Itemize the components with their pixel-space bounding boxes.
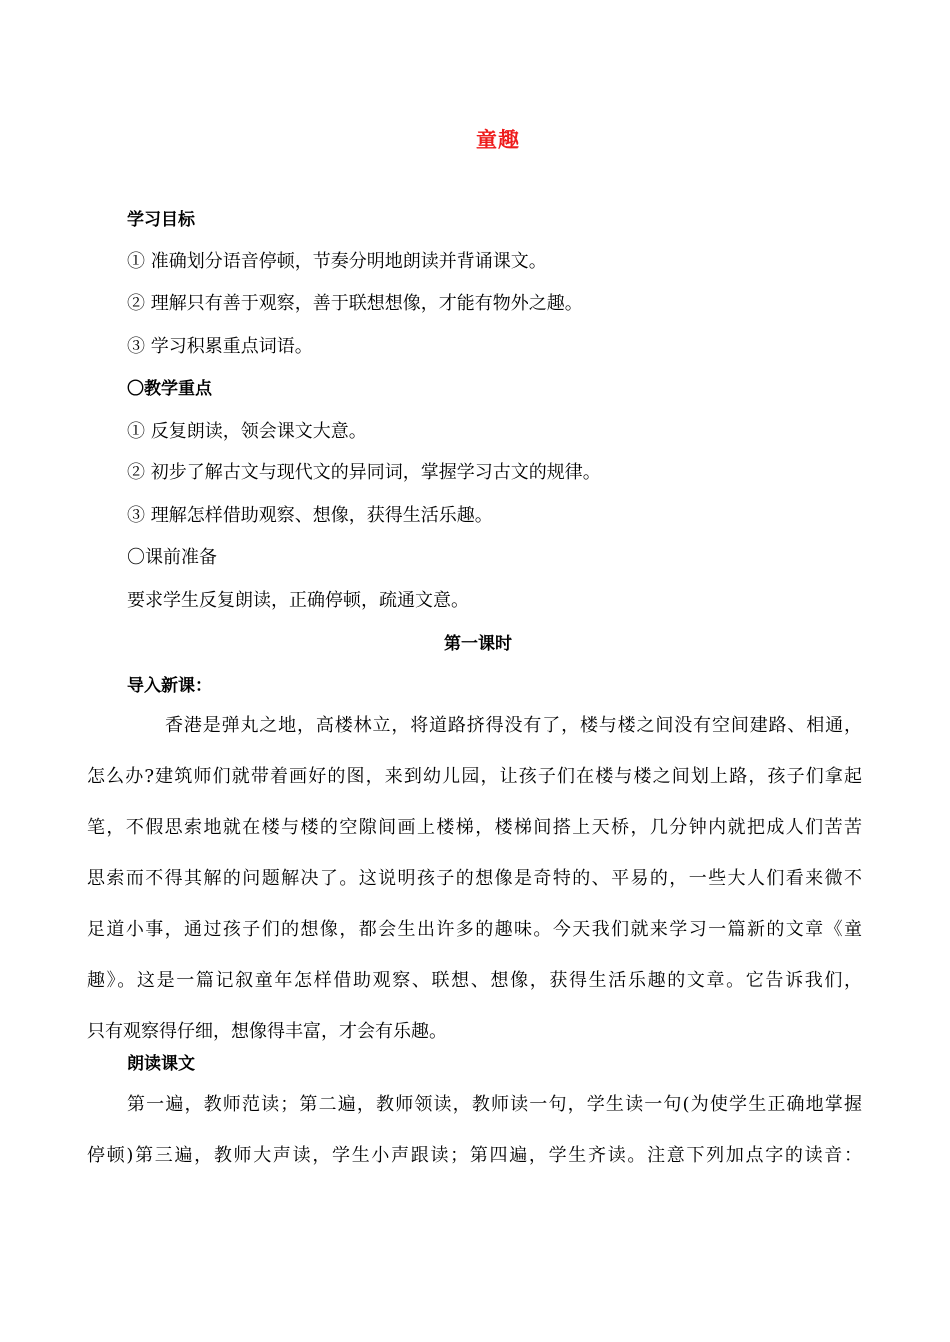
reading-line-2: 停顿)第三遍，教师大声读，学生小声跟读；第四遍，学生齐读。注意下列加点字的读音： bbox=[87, 1145, 862, 1166]
intro-line-7: 只有观察得仔细，想像得丰富，才会有乐趣。 bbox=[87, 1021, 447, 1042]
reading-line-1: 第一遍，教师范读；第二遍，教师领读，教师读一句，学生读一句(为使学生正确地掌握 bbox=[127, 1094, 862, 1115]
preparation-heading: 〇课前准备 bbox=[127, 547, 217, 568]
intro-paragraph bbox=[87, 715, 862, 1043]
intro-line-6: 趣》。这是一篇记叙童年怎样借助观察、联想、想像，获得生活乐趣的文章。它告诉我们， bbox=[87, 970, 862, 991]
objectives-heading: 学习目标 bbox=[127, 210, 195, 230]
intro-line-4: 思索而不得其解的问题解决了。这说明孩子的想像是奇特的、平易的，一些大人们看来微不 bbox=[87, 868, 862, 889]
key-point-item-3: ③ 理解怎样借助观察、想像，获得生活乐趣。 bbox=[127, 505, 493, 526]
intro-line-1: 香港是弹丸之地，高楼林立，将道路挤得没有了，楼与楼之间没有空间建路、相通， bbox=[165, 715, 862, 736]
objective-item-3: ③ 学习积累重点词语。 bbox=[127, 336, 313, 357]
lesson-one-heading: 第一课时 bbox=[444, 634, 512, 654]
objective-item-2: ② 理解只有善于观察，善于联想想像，才能有物外之趣。 bbox=[127, 293, 583, 314]
document-title: 童趣 bbox=[476, 128, 520, 152]
intro-heading: 导入新课： bbox=[127, 676, 212, 696]
key-point-item-2: ② 初步了解古文与现代文的异同词，掌握学习古文的规律。 bbox=[127, 462, 601, 483]
objective-item-1: ① 准确划分语音停顿，节奏分明地朗读并背诵课文。 bbox=[127, 251, 547, 272]
reading-paragraph bbox=[87, 1094, 862, 1167]
intro-line-3: 笔，不假思索地就在楼与楼的空隙间画上楼梯，楼梯间搭上天桥，几分钟内就把成人们苦苦 bbox=[87, 817, 862, 838]
intro-line-5: 足道小事，通过孩子们的想像，都会生出许多的趣味。今天我们就来学习一篇新的文章《童 bbox=[87, 919, 862, 940]
intro-line-2: 怎么办?建筑师们就带着画好的图，来到幼儿园，让孩子们在楼与楼之间划上路，孩子们拿起 bbox=[87, 766, 862, 787]
reading-heading: 朗读课文 bbox=[127, 1054, 195, 1074]
key-point-item-1: ① 反复朗读，领会课文大意。 bbox=[127, 421, 367, 442]
key-points-heading: 〇教学重点 bbox=[127, 379, 212, 399]
preparation-text: 要求学生反复朗读，正确停顿，疏通文意。 bbox=[127, 590, 469, 611]
